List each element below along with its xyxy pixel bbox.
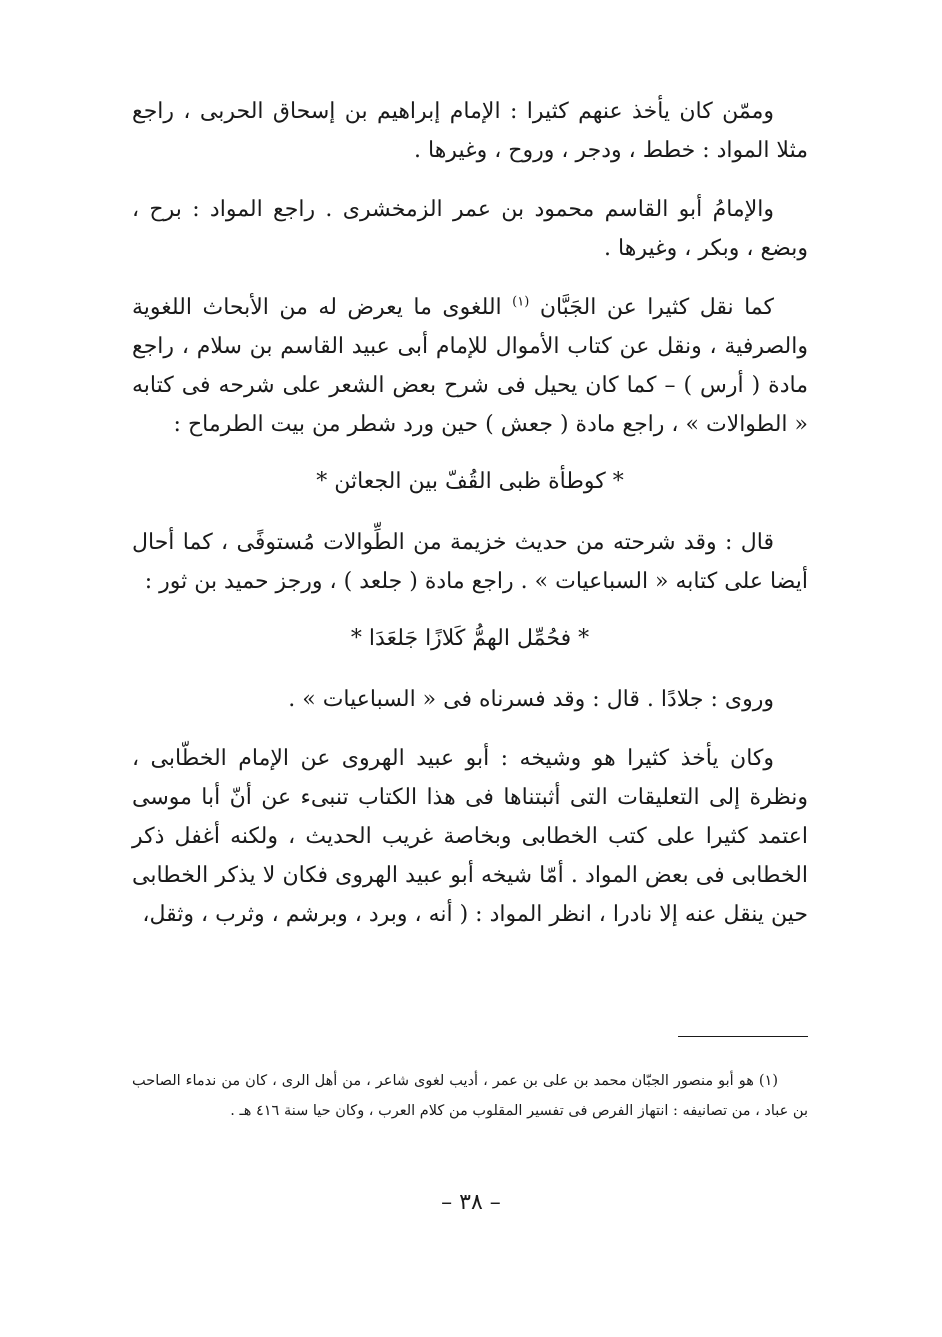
paragraph-4: قال : وقد شرحته من حديث خزيمة من الطِّوالات مُستوفًى ، كما أحال أيضا على كتابه « السباعيات » . راجع مادة ( جلعد ) ، ورجز حميد بن ثور : [132,530,808,594]
paragraph-3-rest: اللغوى ما يعرض له من الأبحاث اللغوية والصرفية ، ونقل عن كتاب الأموال للإمام أبى عبيد القاسم بن سلام ، راجع مادة ( أرس ) – كما كان يحيل فى شرح بعض الشعر على شرحه فى كتابه « الطوالات » ، راجع مادة ( جعش ) حين ورد شطر من بيت الطرماح : [132,295,808,437]
footnote-divider [678,1036,808,1037]
page-number: – ٣٨ – [441,1190,501,1215]
paragraph-1: وممّن كان يأخذ عنهم كثيرا : الإمام إبراهيم بن إسحاق الحربى ، راجع مثلا المواد : خطط ، ودجر ، وروح ، وغيرها . [132,99,808,163]
verse-2: * فحُمِّل الهمُّ كَلازًا جَلعَدَا * [350,626,590,651]
paragraph-3-start: كما نقل كثيرا عن الجَبَّان [539,295,774,320]
paragraph-2: والإمامُ أبو القاسم محمود بن عمر الزمخشرى . راجع المواد : برح ، وبضع ، وبكر ، وغيرها . [132,197,808,261]
verse-1: * كوطأة ظبى القُفّ بين الجعاثن * [316,469,624,494]
paragraph-6: وكان يأخذ كثيرا هو وشيخه : أبو عبيد الهروى عن الإمام الخطّابى ، ونظرة إلى التعليقات التى أثبتناها فى هذا الكتاب تنبىء عن أنّ أبا موسى اعتمد كثيرا على كتب الخطابى وبخاصة غريب الحديث ، ولكنه أغفل ذكر الخطابى فى بعض المواد . أمّا شيخه أبو عبيد الهروى فكان لا يذكر الخطابى حين ينقل عنه إلا نادرا ، انظر المواد : ( أنه ، وبرد ، وبرشم ، وثرب ، وثقل، [132,746,808,927]
main-text [132,92,808,954]
paragraph-3 [132,288,808,444]
paragraph-5: وروى : جلادًا . قال : وقد فسرناه فى « السباعيات » . [288,687,774,712]
footnote-reference[interactable]: (١) [512,294,530,310]
footnote: (١) هو أبو منصور الجبّان محمد بن على بن عمر ، أديب لغوى شاعر ، من أهل الرى ، كان من ندماء الصاحب بن عباد ، من تصانيفه : انتهاز الفرص فى تفسير المقلوب من كلام العرب ، وكان حيا سنة ٤١٦ هـ . [132,1073,808,1119]
